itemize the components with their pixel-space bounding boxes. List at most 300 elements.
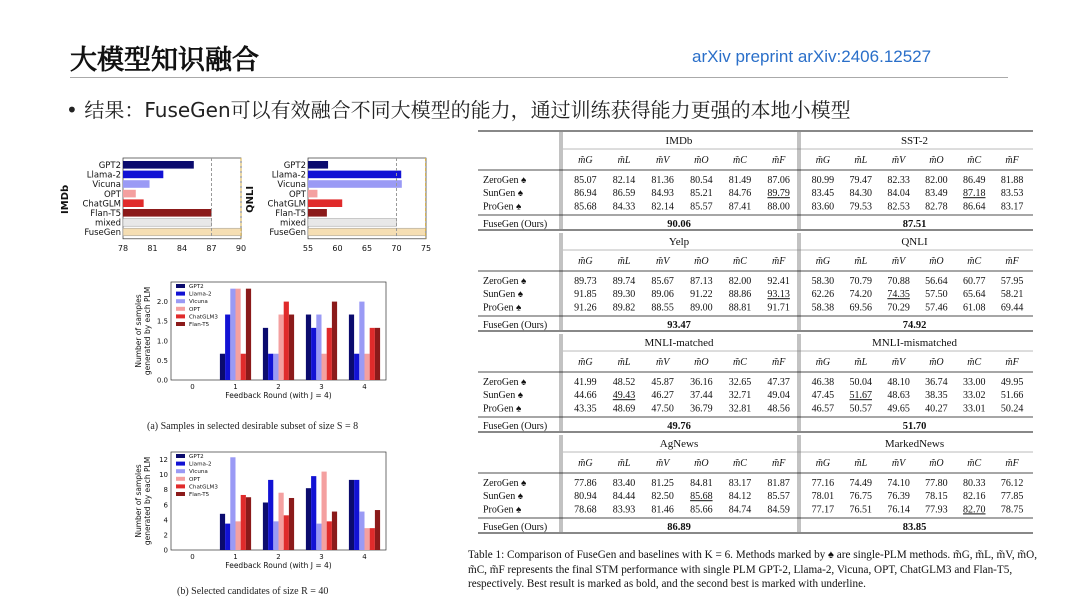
column-header: m̃F [1005, 256, 1019, 267]
imdb-bar-chatglm [123, 199, 144, 207]
table-cell: 43.35 [574, 403, 597, 415]
table-cell: 69.56 [849, 302, 872, 314]
dataset-header-mnli-matched: MNLI-matched [644, 337, 714, 349]
column-header: m̃L [854, 458, 868, 469]
column-header: m̃F [1005, 458, 1019, 469]
qnli-bar-gpt2 [308, 161, 328, 169]
table-cell: 82.00 [925, 175, 948, 186]
qnli-bar-opt [308, 190, 317, 198]
table-cell: 51.66 [1000, 390, 1024, 402]
fig-a-ytick: 0.0 [156, 376, 168, 385]
dataset-header-sst-2: SST-2 [900, 135, 929, 147]
method-label: ZeroGen ♠ [483, 478, 527, 489]
fig-a-legend-swatch [176, 314, 185, 318]
table-cell: 74.49 [849, 478, 872, 489]
fig-b-bar-chatglm3 [327, 521, 332, 550]
fig-a-bar-chatglm3 [327, 328, 332, 380]
table-cell: 84.76 [728, 188, 752, 200]
column-header: m̃G [578, 458, 593, 469]
qnli-bar-mixed [308, 219, 397, 227]
fig-b-bar-opt [322, 472, 327, 550]
fusegen-label: FuseGen (Ours) [483, 421, 548, 432]
fig-a-bar-opt [236, 289, 241, 380]
imdb-label-fusegen: FuseGen [84, 228, 121, 239]
table-cell: 80.54 [690, 175, 713, 186]
qnli-label-fusegen: FuseGen [269, 228, 306, 239]
table-cell: 36.16 [690, 377, 713, 388]
dataset-header-agnews: AgNews [659, 438, 699, 450]
table-cell: 80.99 [811, 175, 835, 186]
method-label: ProGen ♠ [483, 403, 522, 415]
fig-a-legend-label: OPT [189, 306, 201, 313]
table-cell: 81.25 [651, 478, 674, 489]
table-cell: 40.27 [925, 403, 948, 415]
imdb-bar-llama-2 [123, 171, 163, 179]
column-header: m̃G [815, 256, 831, 267]
table-cell: 81.36 [651, 175, 674, 186]
fig-a-legend-swatch [176, 292, 185, 296]
table-cell: 80.94 [574, 491, 597, 503]
table-cell: 74.35 [887, 289, 910, 301]
table-cell: 58.30 [811, 276, 835, 287]
column-header: m̃L [617, 256, 631, 267]
table-cell: 49.04 [767, 390, 790, 402]
column-header: m̃O [929, 357, 944, 368]
fig-b-ytick: 12 [159, 456, 168, 465]
table-cell: 85.57 [690, 201, 713, 213]
table-cell: 84.04 [887, 188, 910, 200]
fig-a-bar-flan-t5 [332, 302, 337, 380]
imdb-ylabel: IMDb [60, 184, 71, 214]
table-cell: 91.71 [767, 302, 790, 314]
fig-b-bar-gpt2 [220, 514, 225, 550]
table-cell: 86.59 [612, 188, 636, 200]
qnli-label-llama-2: Llama-2 [271, 170, 306, 181]
table-cell: 77.86 [574, 478, 597, 489]
table-cell: 74.10 [887, 478, 910, 489]
table-cell: 49.65 [887, 403, 910, 415]
column-header: m̃G [815, 458, 831, 469]
figure-b-chart [135, 446, 395, 576]
table-cell: 82.70 [963, 504, 986, 516]
table-cell: 44.66 [574, 390, 597, 402]
table-cell: 82.14 [612, 175, 636, 186]
table-cell: 57.46 [925, 302, 948, 314]
table-cell: 84.93 [651, 188, 674, 200]
fig-a-bar-opt [365, 354, 370, 380]
fig-b-ytick: 8 [163, 486, 168, 495]
method-label: SunGen ♠ [483, 390, 524, 402]
column-header: m̃F [771, 458, 786, 469]
table-cell: 89.30 [612, 289, 636, 301]
fig-a-legend-label: Vicuna [189, 299, 208, 306]
column-header: m̃V [655, 155, 670, 166]
table-cell: 83.49 [925, 188, 948, 200]
fig-a-bar-llama-2 [311, 328, 316, 380]
fig-a-legend-label: GPT2 [189, 284, 204, 290]
imdb-label-mixed: mixed [94, 218, 121, 229]
fusegen-score: 49.76 [667, 421, 691, 432]
column-header: m̃C [733, 357, 747, 368]
table-cell: 82.53 [887, 201, 910, 213]
column-header: m̃C [967, 458, 982, 469]
fig-b-bar-llama-2 [354, 480, 359, 550]
table-cell: 89.82 [612, 302, 636, 314]
fig-b-bar-chatglm3 [284, 515, 289, 550]
table-cell: 89.79 [767, 188, 790, 200]
table-cell: 81.88 [1000, 175, 1024, 186]
table-cell: 80.33 [963, 478, 986, 489]
table-cell: 38.35 [925, 390, 948, 402]
fig-b-bar-flan-t5 [289, 498, 294, 550]
column-header: m̃V [655, 256, 670, 267]
table-cell: 48.69 [612, 403, 636, 415]
qnli-xtick: 60 [332, 243, 343, 253]
table-cell: 62.26 [811, 289, 835, 301]
fig-a-legend-label: Llama-2 [189, 291, 212, 298]
column-header: m̃O [694, 357, 709, 368]
table-cell: 84.33 [612, 201, 636, 213]
fig-a-xtick: 4 [362, 383, 367, 391]
table-cell: 85.68 [690, 491, 713, 503]
column-header: m̃C [733, 458, 747, 469]
fig-a-bar-gpt2 [349, 315, 354, 380]
table-cell: 84.59 [767, 504, 790, 516]
table-caption: Table 1: Comparison of FuseGen and baselines with K = 6. Methods marked by ♠ are single-PLM methods. m̃G, m̃L, m̃V, m̃O, m̃C, m̃F represents the final STM performance with single PLM GPT-2, Llama-2, Vicuna, OPT, ChatGLM3 and Flan-T5, respectively. Best result is marked as bold, and the second best is marked with underline. [468, 549, 1038, 590]
fusegen-score: 90.06 [667, 219, 691, 230]
column-header: m̃V [655, 357, 670, 368]
table-cell: 48.56 [767, 403, 790, 415]
table-cell: 47.50 [651, 403, 674, 415]
fig-b-bar-vicuna [316, 524, 321, 550]
dataset-header-yelp: Yelp [668, 236, 690, 248]
column-header: m̃O [694, 458, 709, 469]
table-cell: 78.01 [811, 491, 835, 503]
table-cell: 78.75 [1000, 504, 1024, 516]
method-label: SunGen ♠ [483, 491, 524, 503]
fig-b-bar-chatglm3 [370, 528, 375, 550]
imdb-label-vicuna: Vicuna [92, 180, 121, 191]
column-header: m̃C [733, 256, 747, 267]
method-label: ZeroGen ♠ [483, 175, 527, 186]
fusegen-score: 93.47 [667, 320, 691, 331]
fig-b-bar-gpt2 [306, 488, 311, 550]
table-cell: 47.45 [811, 390, 835, 402]
table-cell: 83.93 [612, 504, 636, 516]
results-table [478, 130, 1038, 540]
fig-b-ytick: 0 [163, 546, 168, 555]
column-header: m̃V [891, 155, 906, 166]
method-label: ProGen ♠ [483, 302, 522, 314]
column-header: m̃G [578, 155, 593, 166]
table-cell: 60.77 [963, 276, 986, 287]
fig-a-legend-label: ChatGLM3 [189, 314, 218, 321]
qnli-ylabel: QNLI [245, 185, 256, 213]
column-header: m̃F [1005, 155, 1019, 166]
table-cell: 81.46 [651, 504, 674, 516]
column-header: m̃O [694, 256, 709, 267]
fig-a-legend-label: Flan-T5 [189, 322, 210, 328]
table-cell: 87.41 [728, 201, 752, 213]
fig-a-xlabel: Feedback Round (with J = 4) [225, 391, 332, 400]
fig-b-bar-llama-2 [268, 480, 273, 550]
imdb-label-flan-t5: Flan-T5 [90, 209, 121, 219]
column-header: m̃O [694, 155, 709, 166]
fusegen-score: 87.51 [902, 219, 927, 230]
table-cell: 76.14 [887, 504, 910, 516]
table-cell: 32.81 [728, 403, 752, 415]
table-cell: 77.85 [1000, 491, 1024, 503]
table-cell: 77.17 [811, 504, 835, 516]
fig-b-bar-flan-t5 [375, 510, 380, 550]
table-cell: 69.44 [1000, 302, 1024, 314]
table-cell: 83.45 [811, 188, 835, 200]
table-cell: 88.00 [767, 201, 790, 213]
fig-a-bar-gpt2 [220, 354, 225, 380]
table-cell: 87.13 [690, 276, 713, 287]
qnli-xtick: 75 [420, 243, 432, 253]
method-label: ZeroGen ♠ [483, 276, 527, 287]
column-header: m̃G [815, 155, 831, 166]
table-cell: 48.52 [612, 377, 636, 388]
column-header: m̃O [929, 155, 944, 166]
table-cell: 79.53 [849, 201, 872, 213]
fusegen-label: FuseGen (Ours) [483, 320, 548, 331]
fig-a-bar-chatglm3 [284, 302, 289, 380]
table-cell: 58.38 [811, 302, 835, 314]
fig-a-bar-chatglm3 [241, 354, 246, 380]
fig-b-ytick: 4 [163, 516, 168, 525]
qnli-label-opt: OPT [288, 189, 306, 200]
fig-a-bar-llama-2 [354, 354, 359, 380]
table-cell: 85.66 [690, 504, 713, 516]
table-cell: 57.50 [925, 289, 948, 301]
result-bullet-text: 结果：FuseGen可以有效融合不同大模型的能力，通过训练获得能力更强的本地小模型 [84, 98, 851, 122]
fig-b-legend-label: GPT2 [189, 454, 204, 460]
fig-b-bar-llama-2 [311, 476, 316, 550]
table-cell: 51.67 [849, 390, 872, 402]
imdb-bar-fusegen [123, 228, 242, 236]
table-cell: 86.94 [574, 188, 597, 200]
table-cell: 33.01 [963, 403, 986, 415]
imdb-bar-gpt2 [123, 161, 194, 169]
imdb-label-opt: OPT [103, 189, 121, 200]
qnli-label-mixed: mixed [279, 218, 306, 229]
table-cell: 82.33 [887, 175, 910, 186]
column-header: m̃C [733, 155, 747, 166]
table-cell: 84.30 [849, 188, 872, 200]
table-cell: 83.17 [1000, 201, 1024, 213]
table-cell: 91.22 [690, 289, 713, 301]
table-cell: 82.14 [651, 201, 674, 213]
method-label: SunGen ♠ [483, 188, 524, 200]
fig-b-legend-swatch [176, 454, 185, 458]
fig-a-ylabel: generated by each PLM [143, 286, 152, 376]
fig-b-legend-label: Flan-T5 [189, 492, 210, 498]
fig-a-bar-vicuna [359, 302, 364, 380]
table-cell: 76.39 [887, 491, 910, 503]
fig-a-ylabel: Number of samples [134, 294, 143, 368]
table-cell: 82.00 [728, 276, 752, 287]
fig-a-bar-vicuna [316, 315, 321, 380]
table-cell: 86.64 [963, 201, 986, 213]
column-header: m̃G [578, 357, 593, 368]
table-cell: 77.93 [925, 504, 948, 516]
qnli-bar-fusegen [308, 228, 426, 236]
imdb-xtick: 90 [235, 243, 247, 253]
fig-b-legend-label: Vicuna [189, 469, 208, 476]
fig-a-xtick: 3 [319, 383, 324, 391]
table-cell: 85.21 [690, 188, 713, 200]
fig-a-legend-swatch [176, 299, 185, 303]
table-cell: 70.79 [849, 276, 872, 287]
fig-a-bar-llama-2 [225, 315, 230, 380]
fusegen-score: 86.89 [667, 522, 691, 533]
column-header: m̃V [891, 458, 906, 469]
table-cell: 78.68 [574, 504, 597, 516]
table-cell: 47.37 [767, 377, 790, 388]
table-cell: 61.08 [963, 302, 986, 314]
qnli-bar-vicuna [308, 180, 402, 188]
fig-b-legend-label: OPT [189, 476, 201, 483]
fig-b-xlabel: Feedback Round (with J = 4) [225, 561, 332, 570]
imdb-qnli-bar-figure [60, 155, 440, 265]
column-header: m̃F [771, 155, 786, 166]
fig-a-ytick: 2.0 [156, 298, 168, 307]
fig-b-bar-vicuna [273, 521, 278, 550]
table-cell: 93.13 [767, 289, 790, 301]
method-label: ZeroGen ♠ [483, 377, 527, 388]
figure-a-chart [135, 276, 395, 406]
column-header: m̃L [854, 256, 868, 267]
table-cell: 58.21 [1000, 289, 1024, 301]
table-cell: 84.74 [728, 504, 752, 516]
fig-a-bar-flan-t5 [375, 328, 380, 380]
fig-b-ytick: 2 [163, 531, 168, 540]
imdb-xtick: 81 [147, 243, 158, 253]
fusegen-label: FuseGen (Ours) [483, 522, 548, 533]
table-cell: 77.16 [811, 478, 835, 489]
imdb-label-gpt2: GPT2 [98, 161, 121, 171]
imdb-bar-vicuna [123, 180, 150, 188]
fig-a-legend-swatch [176, 284, 185, 288]
dataset-header-mnli-mismatched: MNLI-mismatched [872, 337, 957, 349]
fig-b-bar-chatglm3 [241, 495, 246, 550]
table-cell: 88.86 [728, 289, 752, 301]
imdb-label-chatglm: ChatGLM [82, 199, 121, 210]
fig-a-bar-opt [322, 354, 327, 380]
table-cell: 70.88 [887, 276, 910, 287]
qnli-xtick: 70 [391, 243, 402, 253]
fig-a-bar-gpt2 [263, 328, 268, 380]
table-cell: 32.65 [728, 377, 752, 388]
fig-b-bar-llama-2 [225, 524, 230, 550]
fig-a-bar-llama-2 [268, 354, 273, 380]
column-header: m̃L [854, 357, 868, 368]
arxiv-reference: arXiv preprint arXiv:2406.12527 [692, 47, 932, 66]
fig-b-bar-gpt2 [349, 480, 354, 550]
column-header: m̃O [929, 458, 944, 469]
table-cell: 46.57 [811, 403, 835, 415]
table-cell: 85.68 [574, 201, 597, 213]
fusegen-label: FuseGen (Ours) [483, 219, 548, 230]
table-cell: 76.51 [849, 504, 872, 516]
column-header: m̃V [891, 256, 906, 267]
table-cell: 83.60 [811, 201, 835, 213]
method-label: ProGen ♠ [483, 201, 522, 213]
fig-b-bar-vicuna [230, 457, 235, 550]
column-header: m̃L [617, 155, 631, 166]
fig-a-xtick: 0 [190, 383, 195, 391]
table-cell: 91.26 [574, 302, 597, 314]
fig-a-bar-flan-t5 [246, 289, 251, 380]
qnli-bar-flan-t5 [308, 209, 327, 217]
table-cell: 37.44 [690, 390, 713, 402]
dataset-header-markednews: MarkedNews [884, 438, 945, 450]
table-cell: 36.79 [690, 403, 713, 415]
fig-a-ytick: 1.0 [156, 337, 168, 346]
dataset-header-qnli: QNLI [901, 236, 928, 248]
method-label: SunGen ♠ [483, 289, 524, 301]
table-cell: 79.47 [849, 175, 872, 186]
table-cell: 46.38 [811, 377, 835, 388]
fig-b-xtick: 4 [362, 553, 367, 561]
fig-b-bar-gpt2 [263, 503, 268, 550]
column-header: m̃O [929, 256, 944, 267]
table-cell: 89.74 [612, 276, 636, 287]
fig-a-bar-vicuna [230, 289, 235, 380]
table-cell: 45.87 [651, 377, 674, 388]
table-cell: 77.80 [925, 478, 948, 489]
imdb-xtick: 87 [206, 243, 217, 253]
table-cell: 82.50 [651, 491, 674, 503]
qnli-bar-llama-2 [308, 171, 401, 179]
table-cell: 83.53 [1000, 188, 1024, 200]
figure-b-caption: (b) Selected candidates of size R = 40 [177, 586, 329, 597]
title-divider [70, 77, 1008, 78]
fig-b-xtick: 0 [190, 553, 195, 561]
table-cell: 89.00 [690, 302, 713, 314]
table-cell: 74.20 [849, 289, 872, 301]
table-cell: 57.95 [1000, 276, 1024, 287]
table-cell: 41.99 [574, 377, 597, 388]
table-cell: 46.27 [651, 390, 674, 402]
table-cell: 83.17 [728, 478, 752, 489]
table-cell: 91.85 [574, 289, 597, 301]
fig-a-bar-flan-t5 [289, 315, 294, 380]
fig-b-bar-vicuna [359, 512, 364, 550]
table-cell: 82.16 [963, 491, 986, 503]
table-cell: 85.57 [767, 491, 790, 503]
fig-a-bar-opt [279, 315, 284, 380]
column-header: m̃C [967, 155, 982, 166]
imdb-bar-opt [123, 190, 136, 198]
column-header: m̃L [617, 357, 631, 368]
fig-b-legend-swatch [176, 484, 185, 488]
fig-a-ytick: 1.5 [156, 317, 168, 326]
figure-a-caption: (a) Samples in selected desirable subset of size S = 8 [147, 421, 359, 432]
table-cell: 81.49 [728, 175, 752, 186]
column-header: m̃V [655, 458, 670, 469]
fig-b-bar-opt [365, 528, 370, 550]
fig-b-xtick: 3 [319, 553, 324, 561]
imdb-xtick: 84 [176, 243, 188, 253]
qnli-xtick: 55 [302, 243, 314, 253]
fusegen-score: 51.70 [902, 421, 927, 432]
fig-b-legend-swatch [176, 462, 185, 466]
table-cell: 76.75 [849, 491, 872, 503]
table-cell: 32.71 [728, 390, 752, 402]
